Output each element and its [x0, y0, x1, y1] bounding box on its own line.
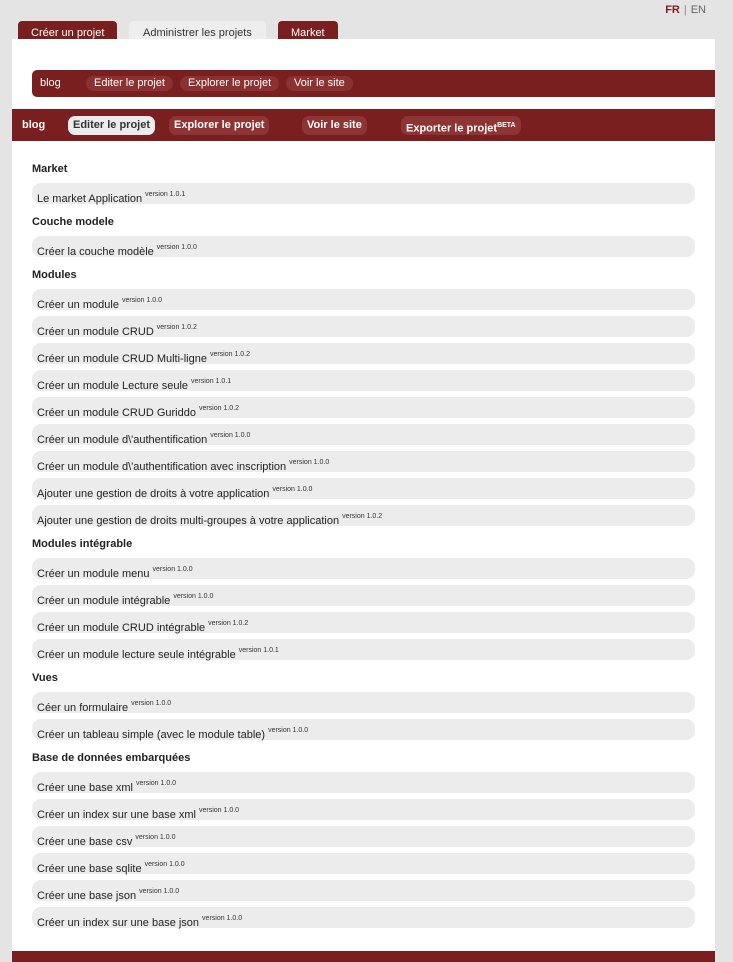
lang-separator: | — [683, 4, 687, 16]
subnav1-blog[interactable]: blog — [40, 77, 61, 89]
section-title: Vues — [32, 672, 58, 684]
subnav2-voir-site[interactable]: Voir le site — [302, 116, 367, 135]
module-label: Ajouter une gestion de droits multi-groupes à votre application — [37, 515, 340, 527]
version-badge: version 1.0.0 — [121, 297, 163, 304]
version-badge: version 1.0.0 — [131, 700, 172, 707]
version-badge: version 1.0.0 — [136, 780, 177, 787]
module-label: Créer un module intégrable — [37, 595, 171, 607]
version-badge: version 1.0.0 — [156, 244, 197, 251]
module-label: Créer un module Lecture seule — [37, 380, 189, 392]
section-title: Couche modele — [32, 216, 114, 228]
tab-market[interactable]: Market — [278, 21, 338, 39]
module-link-row[interactable] — [32, 236, 695, 257]
module-link-row[interactable] — [32, 183, 695, 204]
module-label: Créer un module CRUD Guriddo — [37, 407, 196, 419]
version-badge: version 1.0.0 — [202, 915, 243, 922]
version-badge: version 1.0.1 — [191, 378, 232, 385]
version-badge: version 1.0.2 — [156, 324, 197, 331]
subnav2-blog[interactable]: blog — [22, 119, 46, 131]
section-title: Modules — [32, 269, 77, 281]
module-label: Créer un module CRUD intégrable — [37, 622, 206, 634]
version-badge: version 1.0.1 — [145, 191, 186, 198]
module-link-row[interactable] — [32, 907, 695, 928]
section-title: Modules intégrable — [32, 538, 133, 550]
module-link-row[interactable] — [32, 880, 695, 901]
version-badge: version 1.0.0 — [289, 459, 330, 466]
module-label: Créer un module d\'authentification — [37, 434, 208, 446]
tab-administrer-projets[interactable]: Administrer les projets — [129, 21, 266, 39]
version-badge: version 1.0.0 — [139, 888, 180, 895]
project-subnav-primary — [32, 70, 715, 97]
module-label: Céer un formulaire — [37, 702, 129, 714]
project-subnav-secondary — [12, 109, 715, 141]
version-badge: version 1.0.0 — [210, 432, 251, 439]
module-link-row[interactable] — [32, 639, 695, 660]
module-label: Créer un module menu — [37, 568, 150, 580]
main-panel — [12, 39, 715, 962]
section-title: Base de données embarquées — [32, 752, 191, 764]
module-label: Créer un index sur une base json — [37, 917, 200, 929]
module-link-row[interactable] — [32, 316, 695, 337]
export-label: Exporter le projet — [406, 122, 498, 135]
module-link-row[interactable] — [32, 478, 695, 499]
module-label: Ajouter une gestion de droits à votre application — [37, 488, 270, 500]
beta-badge: BETA — [497, 122, 516, 129]
lang-en-link[interactable]: EN — [690, 4, 706, 16]
module-label: Créer la couche modèle — [37, 246, 154, 258]
version-badge: version 1.0.2 — [209, 351, 251, 358]
module-label: Créer un module CRUD — [37, 326, 154, 338]
module-link-row[interactable] — [32, 558, 695, 579]
module-link-row[interactable] — [32, 772, 695, 793]
module-link-row[interactable] — [32, 343, 695, 364]
subnav2-exporter-projet[interactable] — [401, 116, 521, 135]
module-label: Créer une base sqlite — [37, 863, 142, 875]
module-link-row[interactable] — [32, 853, 695, 874]
top-tabs — [18, 21, 714, 39]
version-badge: version 1.0.2 — [198, 405, 240, 412]
module-link-row[interactable] — [32, 826, 695, 847]
tab-creer-projet[interactable]: Créer un projet — [18, 21, 117, 39]
version-badge: version 1.0.0 — [144, 861, 185, 868]
module-link-row[interactable] — [32, 692, 695, 713]
module-label: Créer un index sur une base xml — [37, 809, 196, 821]
lang-fr-link[interactable]: FR — [665, 4, 680, 16]
version-badge: version 1.0.2 — [208, 620, 249, 627]
subnav1-voir-site[interactable]: Voir le site — [286, 76, 353, 91]
version-badge: version 1.0.1 — [238, 647, 279, 654]
module-label: Créer un module — [37, 299, 119, 311]
module-label: Créer un module CRUD Multi-ligne — [37, 353, 207, 365]
module-link-row[interactable] — [32, 397, 695, 418]
module-link-row[interactable] — [32, 451, 695, 472]
version-badge: version 1.0.0 — [135, 834, 176, 841]
subnav2-editer-projet[interactable]: Editer le projet — [68, 116, 155, 135]
version-badge: version 1.0.0 — [272, 486, 313, 493]
subnav1-editer-projet[interactable]: Editer le projet — [86, 76, 173, 91]
version-badge: version 1.0.0 — [173, 593, 214, 600]
module-link-row[interactable] — [32, 799, 695, 820]
version-badge: version 1.0.0 — [198, 807, 240, 814]
module-link-row[interactable] — [32, 424, 695, 445]
version-badge: version 1.0.0 — [152, 566, 193, 573]
module-label: Créer une base json — [37, 890, 137, 902]
section-title: Market — [32, 163, 68, 175]
module-link-row[interactable] — [32, 505, 695, 526]
language-switcher — [665, 4, 706, 16]
subnav1-explorer-projet[interactable]: Explorer le projet — [180, 76, 279, 91]
module-label: Créer un module d\'authentification avec inscription — [37, 461, 287, 473]
subnav2-explorer-projet[interactable]: Explorer le projet — [169, 116, 269, 135]
module-link-row[interactable] — [32, 612, 695, 633]
version-badge: version 1.0.0 — [268, 727, 309, 734]
module-label: Le market Application — [37, 193, 143, 205]
module-link-row[interactable] — [32, 719, 695, 740]
version-badge: version 1.0.2 — [342, 513, 383, 520]
module-link-row[interactable] — [32, 585, 695, 606]
module-label: Créer un tableau simple (avec le module table) — [37, 729, 266, 741]
module-link-row[interactable] — [32, 370, 695, 391]
module-label: Créer une base csv — [37, 836, 133, 848]
module-link-row[interactable] — [32, 289, 695, 310]
footer-bar — [12, 951, 715, 962]
module-label: Créer une base xml — [37, 782, 133, 794]
module-label: Créer un module lecture seule intégrable — [37, 649, 236, 661]
